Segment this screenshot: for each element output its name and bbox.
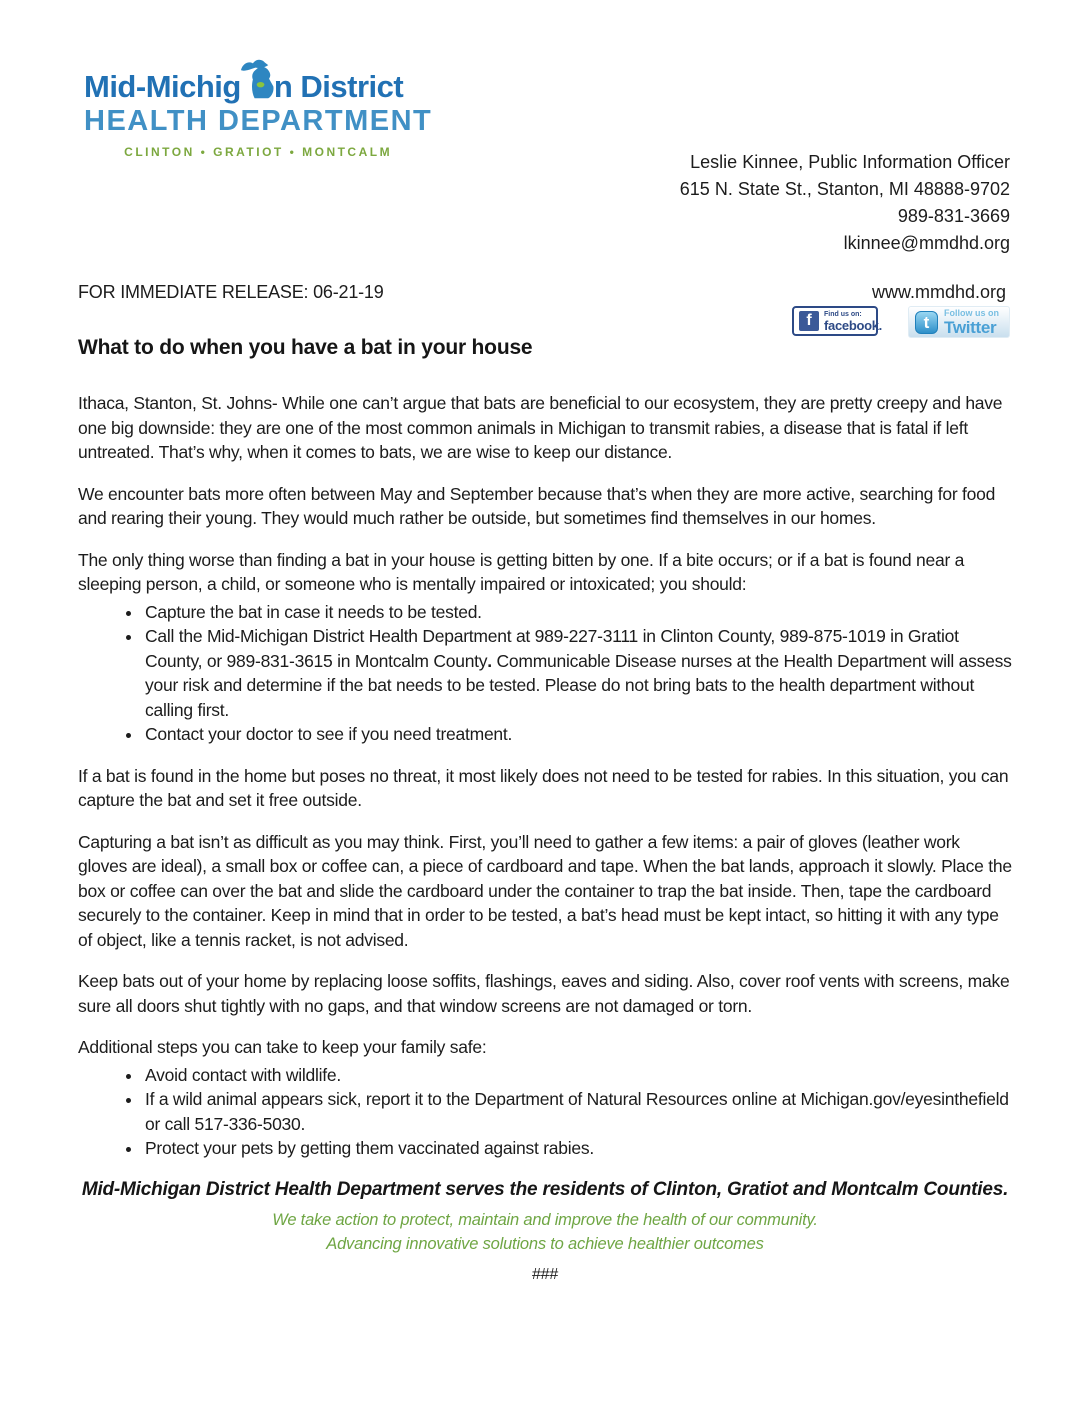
logo-title-post: n District bbox=[273, 69, 404, 104]
paragraph-additional-steps: Additional steps you can take to keep your family safe: bbox=[78, 1037, 487, 1057]
paragraph-no-threat: If a bat is found in the home but poses no threat, it most likely does not need to be tested for rabies. In this situation, you can capture the bat and set it free outside. bbox=[78, 765, 1009, 810]
paragraph-capturing: Capturing a bat isn’t as difficult as you may think. First, you’ll need to gather a few items: a pair of gloves (leather work gloves are ideal), a small box or coffee can, a piece of cardboard and tape. When the bat lands, approach it slowly. Place the box or coffee can over the bat and slide the cardboard under the container to trap the bat inside. Then, tape the cardboard securely to the container. Keep in mind that in order to be tested, a bat’s head must be kept intact, so hitting it with any type of object, like a tennis racket, is not advised. bbox=[78, 831, 1012, 950]
release-right-column bbox=[792, 282, 1010, 338]
twitter-name: Twitter bbox=[944, 317, 997, 337]
bullet-list-family-safety bbox=[78, 1063, 1012, 1161]
facebook-badge[interactable] bbox=[792, 306, 882, 336]
paragraph-bite: The only thing worse than finding a bat in your house is getting bitten by one. If a bite occurs; or if a bat is found near a sleeping person, a child, or someone who is mentally impaired or intoxicated; you should: bbox=[78, 549, 965, 594]
bullet-avoid-wildlife: • Avoid contact with wildlife. bbox=[143, 1063, 1012, 1088]
contact-address: 615 N. State St., Stanton, MI 48888-9702 bbox=[679, 179, 1010, 199]
release-label: FOR IMMEDIATE RELEASE: 06-21-19 bbox=[78, 282, 384, 302]
facebook-name: facebook. bbox=[824, 317, 882, 333]
contact-phone: 989-831-3669 bbox=[897, 206, 1010, 226]
bullet-report-dnr: • If a wild animal appears sick, report it to the Department of Natural Resources online at Michigan.gov/eyesinthefield or call 517-336-5030. bbox=[143, 1087, 1012, 1136]
bullet-capture: • Capture the bat in case it needs to be tested. bbox=[143, 600, 1012, 625]
bullet-contact-doctor: • Contact your doctor to see if you need treatment. bbox=[143, 722, 1012, 747]
facebook-icon: f bbox=[799, 311, 819, 331]
bullet-call-text-b: Communicable Disease nurses at the Health Department will assess your risk and determine if the bat needs to be tested. Please do not bring bats to the health department without calling first. bbox=[145, 650, 1012, 720]
michigan-map-icon bbox=[239, 54, 277, 107]
bullet-call-health-dept bbox=[143, 624, 1012, 722]
footer-tagline-1: We take action to protect, maintain and improve the health of our community. bbox=[272, 1211, 818, 1229]
paragraph-encounter: We encounter bats more often between May and September because that’s when they are more active, searching for food and rearing their young. They would much rather be outside, but sometimes find themselves in our homes. bbox=[78, 483, 996, 528]
twitter-badge[interactable] bbox=[908, 306, 1010, 338]
footer-mission: Mid-Michigan District Health Department serves the residents of Clinton, Gratiot and Montcalm Counties. bbox=[81, 1178, 1009, 1200]
facebook-prefix: Find us on: bbox=[824, 310, 862, 318]
paragraph-intro: Ithaca, Stanton, St. Johns- While one can’t argue that bats are beneficial to our ecosystem, they are pretty creepy and have one big downside: they are one of the most common animals in Michigan to transmit rabies, a disease that is fatal if left untreated. That’s why, when it comes to bats, we are wise to keep our distance. bbox=[78, 393, 1003, 462]
website-link[interactable]: www.mmdhd.org bbox=[871, 282, 1006, 302]
logo-subtitle: HEALTH DEPARTMENT bbox=[84, 105, 433, 137]
footer-tagline-2: Advancing innovative solutions to achieve healthier outcomes bbox=[326, 1235, 764, 1253]
logo-title-pre: Mid-Michig bbox=[84, 69, 241, 104]
body-content bbox=[78, 391, 1012, 1288]
contact-name: Leslie Kinnee, Public Information Officer bbox=[690, 152, 1010, 172]
bullet-vaccinate-pets: • Protect your pets by getting them vaccinated against rabies. bbox=[143, 1136, 1012, 1161]
mmdhd-logo bbox=[84, 54, 432, 159]
bullet-list-bite-steps bbox=[78, 600, 1012, 747]
logo-title bbox=[84, 54, 432, 104]
twitter-text bbox=[944, 309, 999, 336]
headline: What to do when you have a bat in your house bbox=[78, 336, 533, 359]
paragraph-keep-out: Keep bats out of your home by replacing loose soffits, flashings, eaves and siding. Also, cover roof vents with screens, make sure all doors shut tightly with no gaps, and that window screens are not damaged or torn. bbox=[78, 971, 1010, 1016]
logo-counties: CLINTON • GRATIOT • MONTCALM bbox=[124, 145, 393, 159]
end-mark: ### bbox=[532, 1266, 558, 1283]
twitter-icon: t bbox=[915, 311, 938, 334]
footer bbox=[78, 1178, 1012, 1288]
contact-block bbox=[680, 149, 1010, 257]
twitter-prefix: Follow us on bbox=[944, 307, 999, 318]
bullet-call-text-a: Call the Mid-Michigan District Health Department at 989-227-3111 in Clinton County, 989-875-1019 in Gratiot County, or 989-831-3615 in Montcalm County bbox=[145, 626, 959, 671]
social-badges bbox=[792, 306, 1010, 338]
release-row bbox=[78, 282, 1010, 338]
bullet-call-bold-period: . bbox=[487, 650, 492, 671]
contact-email-link[interactable]: lkinnee@mmdhd.org bbox=[843, 233, 1010, 253]
facebook-text bbox=[824, 311, 882, 332]
